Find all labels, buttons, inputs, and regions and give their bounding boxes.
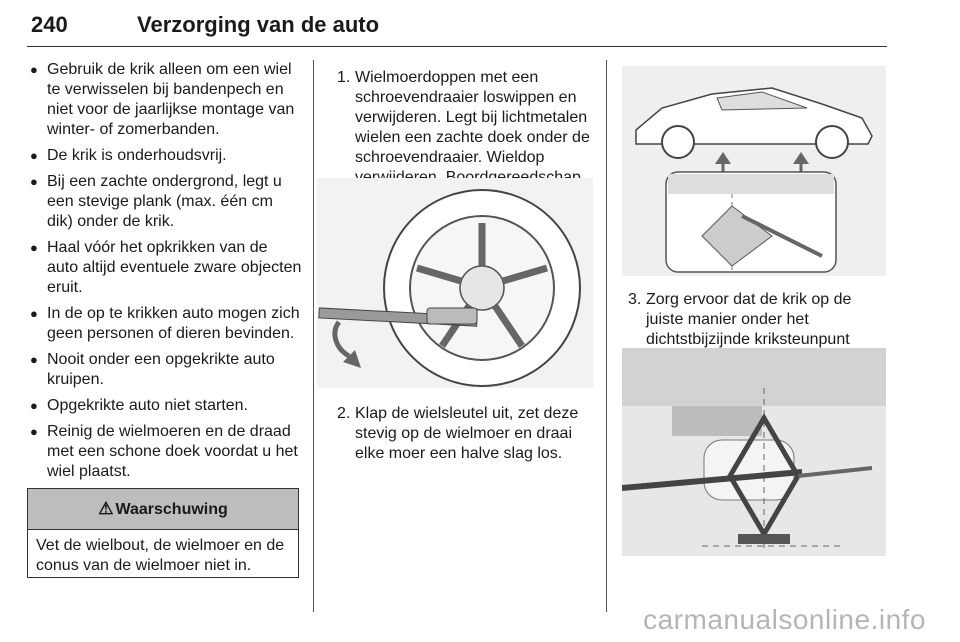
list-item: ● Nooit onder een opgekrikte auto kruipen. xyxy=(30,351,275,388)
bullet-icon: ● xyxy=(30,174,38,189)
bullet-icon: ● xyxy=(30,148,38,163)
page-title: Verzorging van de auto xyxy=(137,12,380,37)
bullet-icon: ● xyxy=(30,306,38,321)
list-item: ● In de op te krikken auto mogen zich geen personen of dieren bevinden. xyxy=(30,305,300,342)
step-text: Zorg ervoor dat de krik op de juiste manier onder het dichtstbijzijnde kriksteunpunt xyxy=(646,291,852,348)
step-number: 2. xyxy=(337,405,351,422)
list-item: ● Haal vóór het opkrikken van de auto altijd eventuele zware objecten eruit. xyxy=(30,239,302,296)
jack-position-illustration xyxy=(622,348,886,556)
page-header xyxy=(27,6,887,47)
list-item: ● De krik is onderhoudsvrij. xyxy=(30,147,227,164)
warning-text: Vet de wielbout, de wielmoer en de conus van de wielmoer niet in. xyxy=(36,537,285,574)
jacking-points-illustration xyxy=(622,66,886,276)
list-item: ● Opgekrikte auto niet starten. xyxy=(30,397,248,414)
warning-triangle-icon: ⚠ xyxy=(98,499,114,518)
list-item: ● Gebruik de krik alleen om een wiel te verwisselen bij bandenpech en niet voor de jaarlijkse montage van winter- of zomerbanden. xyxy=(30,61,295,138)
step-text: Klap de wielsleutel uit, zet deze stevig op de wielmoer en draai elke moer een halve slag los. xyxy=(355,405,579,462)
column-divider xyxy=(313,60,314,612)
page-number: 240 xyxy=(31,12,68,37)
step-text: Wielmoerdoppen met een schroevendraaier loswippen en verwijderen. Legt bij lichtmetalen wielen een zachte doek onder de schroevendraaier. Wieldop xyxy=(355,69,590,166)
column-divider xyxy=(606,60,607,612)
bullet-icon: ● xyxy=(30,240,38,255)
warning-title: Waarschuwing xyxy=(115,501,228,518)
step-2 xyxy=(337,404,593,464)
list-item: ● Reinig de wielmoeren en de draad met een schone doek voordat u het wiel plaatst. xyxy=(30,423,298,480)
warning-box xyxy=(27,488,299,578)
watermark: carmanualsonline.info xyxy=(643,604,926,635)
step-number: 3. xyxy=(628,291,642,308)
bullet-icon: ● xyxy=(30,62,38,77)
bullet-icon: ● xyxy=(30,398,38,413)
wheel-wrench-illustration xyxy=(317,178,593,388)
list-item: ● Bij een zachte ondergrond, legt u een stevige plank (max. één cm dik) onder de krik. xyxy=(30,173,282,230)
bullet-icon: ● xyxy=(30,424,38,439)
bullet-icon: ● xyxy=(30,352,38,367)
warning-header xyxy=(28,489,298,530)
bullet-list xyxy=(27,60,302,488)
step-number: 1. xyxy=(337,69,351,86)
